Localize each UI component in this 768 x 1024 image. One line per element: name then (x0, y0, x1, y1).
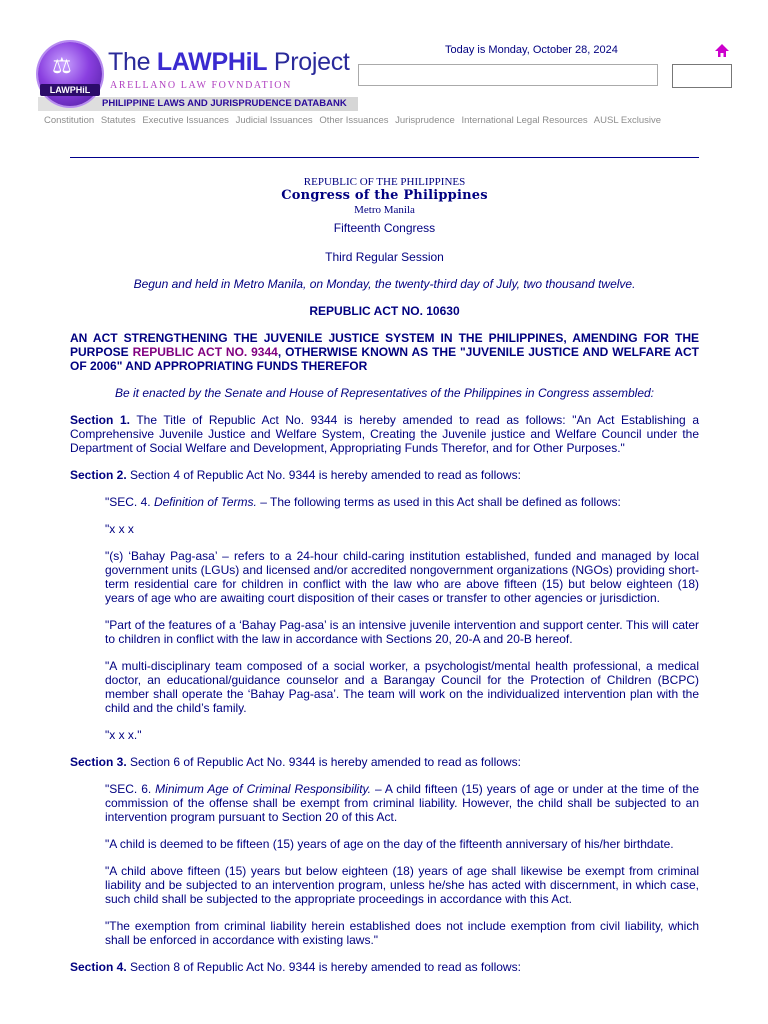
nav-international-legal-resources[interactable]: International Legal Resources (461, 115, 588, 126)
site-header (0, 0, 768, 135)
sec-4-team: "A multi-disciplinary team composed of a social worker, a psychologist/mental health professional, a medical doctor, an educational/guidance counselor and a Barangay Council for the Protection of Children (BCPC) member shall operate the ‘Bahay Pag-asa’. The team will work on the individualized intervention plan with the child and the child’s family. (105, 659, 699, 715)
brand-subtitle: ARELLANO LAW FOVNDATION (110, 80, 292, 91)
sec-4-xxx: "x x x (105, 522, 134, 536)
logo-badge: LAWPHiL (40, 84, 100, 96)
search-input[interactable] (358, 64, 658, 86)
sec-6-heading: "SEC. 6. Minimum Age of Criminal Responsibility. – A child fifteen (15) years of age or under at the time of the commission of the offense shall be exempt from criminal liability. However, the child shall be subjected to an intervention program pursuant to Section 20 of this Act. (105, 782, 700, 824)
sec-6-age-deemed: "A child is deemed to be fifteen (15) years of age on the day of the fifteenth anniversary of his/her birthdate. (105, 837, 674, 851)
main-nav (44, 115, 665, 126)
section-3: Section 3. Section 6 of Republic Act No. 9344 is hereby amended to read as follows: (70, 755, 521, 769)
enacting-clause: Be it enacted by the Senate and House of Representatives of the Philippines in Congress assembled: (115, 386, 654, 400)
act-number: REPUBLIC ACT NO. 10630 (309, 304, 460, 318)
nav-executive-issuances[interactable]: Executive Issuances (142, 115, 229, 126)
section-4: Section 4. Section 8 of Republic Act No. 9344 is hereby amended to read as follows: (70, 960, 521, 974)
sec-6-above-fifteen: "A child above fifteen (15) years but below eighteen (18) years of age shall likewise be exempt from criminal liability and be subjected to an intervention program, unless he/she has acted with discernment, in which case, such child shall be subjected to the appropriate proceedings in accordance with this Act. (105, 864, 699, 906)
sec-4-heading: "SEC. 4. Definition of Terms. – The following terms as used in this Act shall be defined as follows: (105, 495, 621, 509)
begun-statement: Begun and held in Metro Manila, on Monday, the twenty-third day of July, two thousand twelve. (133, 277, 636, 291)
search-button[interactable] (672, 64, 732, 88)
lawphil-logo[interactable] (38, 42, 358, 112)
congress-number: Fifteenth Congress (333, 221, 436, 235)
sec-4-features: "Part of the features of a ‘Bahay Pag-asa’ is an intensive juvenile intervention and support center. This will cater to children in conflict with the law in accordance with Sections 20, 20-A and 20-B hereof. (105, 618, 699, 646)
nav-constitution[interactable]: Constitution (44, 115, 95, 126)
nav-judicial-issuances[interactable]: Judicial Issuances (235, 115, 313, 126)
nav-other-issuances[interactable]: Other Issuances (319, 115, 389, 126)
home-icon[interactable] (714, 43, 730, 59)
act-title: AN ACT STRENGTHENING THE JUVENILE JUSTICE SYSTEM IN THE PHILIPPINES, AMENDING FOR THE PURPOSE REPUBLIC ACT NO. 9344, OTHERWISE KNOWN AS THE "JUVENILE JUSTICE AND WELFARE ACT OF 2006" AND APPROPRIATING FUNDS THEREFOR (70, 331, 700, 373)
scales-of-justice-icon: ⚖ (52, 54, 72, 79)
congress-heading: Congress of the Philippines (281, 188, 488, 203)
ra-9344-link[interactable]: REPUBLIC ACT NO. 9344 (132, 345, 278, 359)
sec-6-civil-liability: "The exemption from criminal liability herein established does not include exemption from civil liability, which shall be enforced in accordance with existing laws." (105, 919, 699, 947)
document-body (70, 176, 699, 974)
section-2: Section 2. Section 4 of Republic Act No. 9344 is hereby amended to read as follows: (70, 468, 521, 482)
nav-jurisprudence[interactable]: Jurisprudence (395, 115, 455, 126)
metro-heading: Metro Manila (354, 204, 415, 216)
brand-tagline: PHILIPPINE LAWS AND JURISPRUDENCE DATABANK (102, 98, 347, 109)
sec-4-end: "x x x." (105, 728, 142, 742)
sec-4-bahay-pag-asa: "(s) ‘Bahay Pag-asa’ – refers to a 24-hour child-caring institution established, funded and managed by local government units (LGUs) and licensed and/or accredited nongovernment organizations (NGOs) providing short-term residential care for children in conflict with the law who are above fifteen (15) but below eighteen (18) years of age who are awaiting court disposition of their cases or transfer to other agencies or jurisdiction. (105, 549, 699, 605)
current-date: Today is Monday, October 28, 2024 (445, 44, 618, 56)
section-1: Section 1. The Title of Republic Act No. 9344 is hereby amended to read as follows: "An Act Establishing a Comprehensive Juvenile Justice and Welfare System, Creating the Juvenile justice and Welfare Council under the Department of Social Welfare and Development, Appropriating Funds Therefor, and for Other Purposes." (70, 413, 700, 455)
nav-ausl-exclusive[interactable]: AUSL Exclusive (593, 115, 662, 126)
header-divider (70, 157, 699, 158)
republic-heading: REPUBLIC OF THE PHILIPPINES (303, 176, 466, 188)
brand-title: The LAWPHiL Project (108, 48, 350, 76)
nav-statutes[interactable]: Statutes (100, 115, 136, 126)
session-heading: Third Regular Session (325, 250, 444, 264)
